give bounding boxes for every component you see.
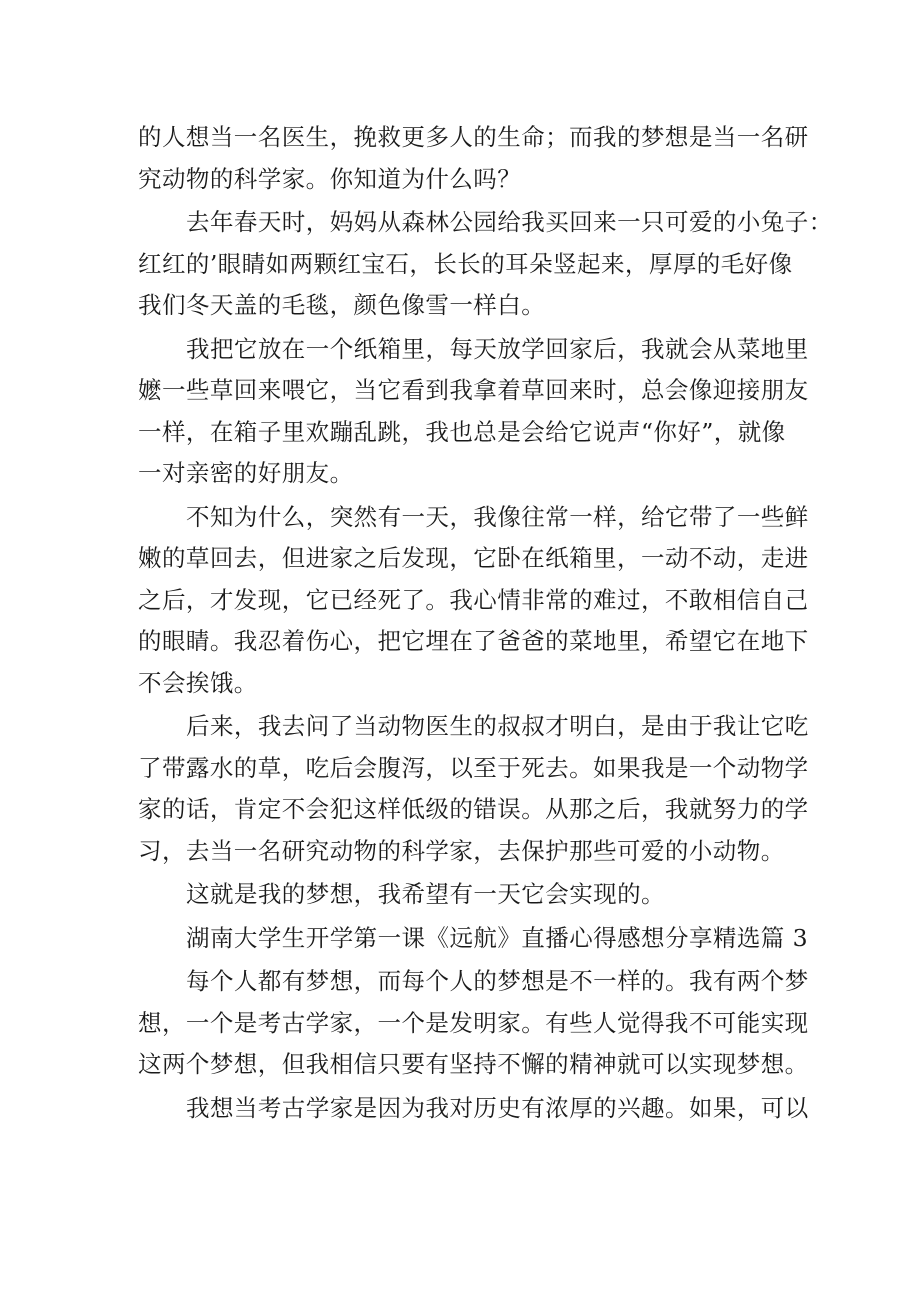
paragraph: [138, 874, 798, 916]
text-line: 一样，在箱子里欢蹦乱跳，我也总是会给它说声“你好”，就像: [138, 417, 786, 446]
text-line: 我把它放在一个纸箱里，每天放学回家后，我就会从菜地里: [186, 334, 809, 363]
text-line: 一对亲密的好朋友。: [138, 459, 354, 487]
paragraph: [138, 961, 809, 1086]
text-line: 了带露水的草，吃后会腹泻，以至于死去。如果我是一个动物学: [138, 753, 809, 782]
paragraph: [138, 497, 809, 705]
paragraph: [138, 202, 833, 327]
text-line: 之后，才发现，它已经死了。我心情非常的难过，不敢相信自己: [138, 585, 809, 614]
paragraph: [138, 1088, 809, 1130]
text-line: 不知为什么，突然有一天，我像往常一样，给它带了一些鲜: [186, 502, 809, 531]
text-line: 家的话，肯定不会犯这样低级的错误。从那之后，我就努力的学: [138, 795, 809, 823]
text-line: 去年春天时，妈妈从森林公园给我买回来一只可爱的小兔子：: [186, 208, 833, 236]
text-line: 红红的’眼睛如两颗红宝石，长长的耳朵竖起来，厚厚的毛好像: [138, 249, 793, 278]
document-body: [138, 117, 833, 1131]
text-line: 我想当考古学家是因为我对历史有浓厚的兴趣。如果，可以: [186, 1093, 809, 1122]
text-line: 想，一个是考古学家，一个是发明家。有些人觉得我不可能实现: [138, 1008, 809, 1037]
text-line: 我们冬天盖的毛毯，颜色像雪一样白。: [138, 291, 546, 319]
text-line: 习，去当一名研究动物的科学家，去保护那些可爱的小动物。: [138, 836, 785, 865]
paragraph: [138, 329, 809, 495]
text-line: 这就是我的梦想，我希望有一天它会实现的。: [186, 880, 665, 908]
text-line: 嫩的草回去，但进家之后发现，它卧在纸箱里，一动不动，走进: [138, 544, 809, 572]
paragraph: [138, 117, 809, 200]
text-line: 这两个梦想，但我相信只要有坚持不懈的精神就可以实现梦想。: [138, 1050, 809, 1078]
text-line: 嬷一些草回来喂它，当它看到我拿着草回来时，总会像迎接朋友: [138, 376, 809, 404]
paragraph: [138, 706, 809, 872]
text-line: 不会挨饿。: [138, 668, 258, 697]
text-line: 的人想当一名医生，挽救更多人的生命；而我的梦想是当一名研: [138, 123, 809, 151]
text-line: 每个人都有梦想，而每个人的梦想是不一样的。我有两个梦: [186, 967, 809, 995]
text-line: 后来，我去问了当动物医生的叔叔才明白，是由于我让它吃: [186, 712, 809, 740]
text-line: 究动物的科学家。你知道为什么吗？: [138, 164, 522, 193]
text-line: 的眼睛。我忍着伤心，把它埋在了爸爸的菜地里，希望它在地下: [138, 627, 809, 655]
heading-line: 湖南大学生开学第一课《远航》直播心得感想分享精选篇 3: [186, 923, 809, 952]
section-heading: [138, 918, 809, 960]
